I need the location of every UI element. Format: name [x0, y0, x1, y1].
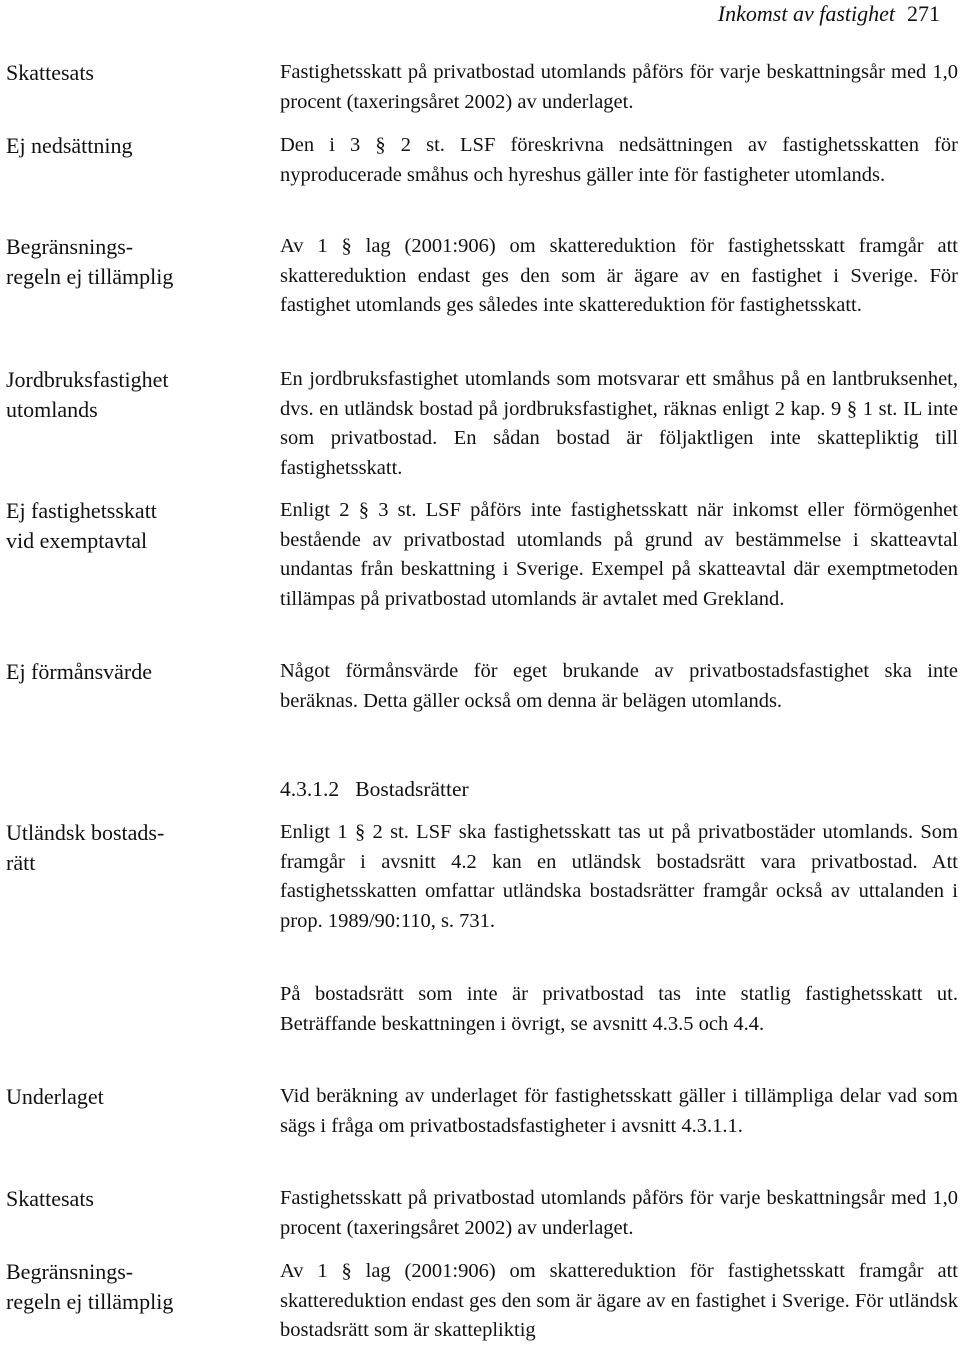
margin-note: Begränsnings- regeln ej tillämplig [6, 1259, 174, 1314]
paragraph: Enligt 1 § 2 st. LSF ska fastighetsskatt tas ut på privatbostäder utomlands. Som framgår i avsnitt 4.2 kan en utländsk bostadsrätt vara privatbostad. Att fastighetsskatten omfattar utländska bostadsrätter framgår också av uttalanden i prop. 1989/90:110, s. 731. [280, 821, 958, 932]
paragraph: Vid beräkning av underlaget för fastighetsskatt gäller i tillämpliga delar vad som sägs i fråga om privatbostadsfastigheter i avsnitt 4.3.1.1. [280, 1085, 958, 1137]
margin-note: Begränsnings- regeln ej tillämplig [6, 234, 174, 289]
paragraph: Något förmånsvärde för eget brukande av privatbostadsfastighet ska inte beräknas. Detta gäller också om denna är belägen utomlands. [280, 660, 958, 712]
margin-note: Skattesats [6, 1186, 94, 1211]
paragraph: Av 1 § lag (2001:906) om skattereduktion för fastighetsskatt framgår att skattereduktion endast ges den som är ägare av en fastighet i Sverige. För fastighet utomlands ges således inte skattereduktion för fastighetsskatt. [280, 235, 958, 316]
margin-note: Ej fastighetsskatt vid exemptavtal [6, 498, 157, 553]
running-header [718, 0, 940, 32]
section-heading [280, 774, 469, 804]
page-number: 271 [907, 1, 940, 26]
paragraph: På bostadsrätt som inte är privatbostad tas inte statlig fastighetsskatt ut. Beträffande beskattningen i övrigt, se avsnitt 4.3.5 och 4.4. [280, 983, 958, 1035]
running-header-title: Inkomst av fastighet [717, 1, 895, 26]
margin-note: Ej nedsättning [6, 133, 133, 158]
margin-note: Utländsk bostads- rätt [6, 820, 165, 875]
margin-note: Ej förmånsvärde [6, 659, 152, 684]
paragraph: Av 1 § lag (2001:906) om skattereduktion för fastighetsskatt framgår att skattereduktion endast ges den som är ägare av en fastighet i Sverige. För utländsk bostadsrätt som är skattepliktig [280, 1260, 958, 1341]
paragraph: Fastighetsskatt på privatbostad utomlands påförs för varje beskattningsår med 1,0 procent (taxeringsåret 2002) av underlaget. [280, 1187, 958, 1239]
margin-note: Underlaget [6, 1084, 104, 1109]
paragraph: En jordbruksfastighet utomlands som motsvarar ett småhus på en lantbruksenhet, dvs. en utländsk bostad på jordbruksfastighet, räknas enligt 2 kap. 9 § 1 st. IL inte som privatbostad. En sådan bostad är följaktligen inte skattepliktig till fastighetsskatt. [280, 368, 958, 479]
paragraph: Enligt 2 § 3 st. LSF påförs inte fastighetsskatt när inkomst eller förmögenhet bestående av privatbostad utomlands på grund av bestämmelse i skatteavtal undantas från beskattning i Sverige. Exempel på skatteavtal där exemptmetoden tillämpas på privatbostad utomlands är avtalet med Grekland. [280, 499, 958, 610]
paragraph: Fastighetsskatt på privatbostad utomlands påförs för varje beskattningsår med 1,0 procent (taxeringsåret 2002) av underlaget. [280, 61, 958, 113]
paragraph: Den i 3 § 2 st. LSF föreskrivna nedsättningen av fastighetsskatten för nyproducerade småhus och hyreshus gäller inte för fastigheter utomlands. [280, 134, 958, 186]
margin-note: Skattesats [6, 60, 94, 85]
section-heading-title: Bostadsrätter [355, 777, 469, 801]
section-heading-number: 4.3.1.2 [280, 777, 340, 801]
margin-note: Jordbruksfastighet utomlands [6, 367, 169, 422]
